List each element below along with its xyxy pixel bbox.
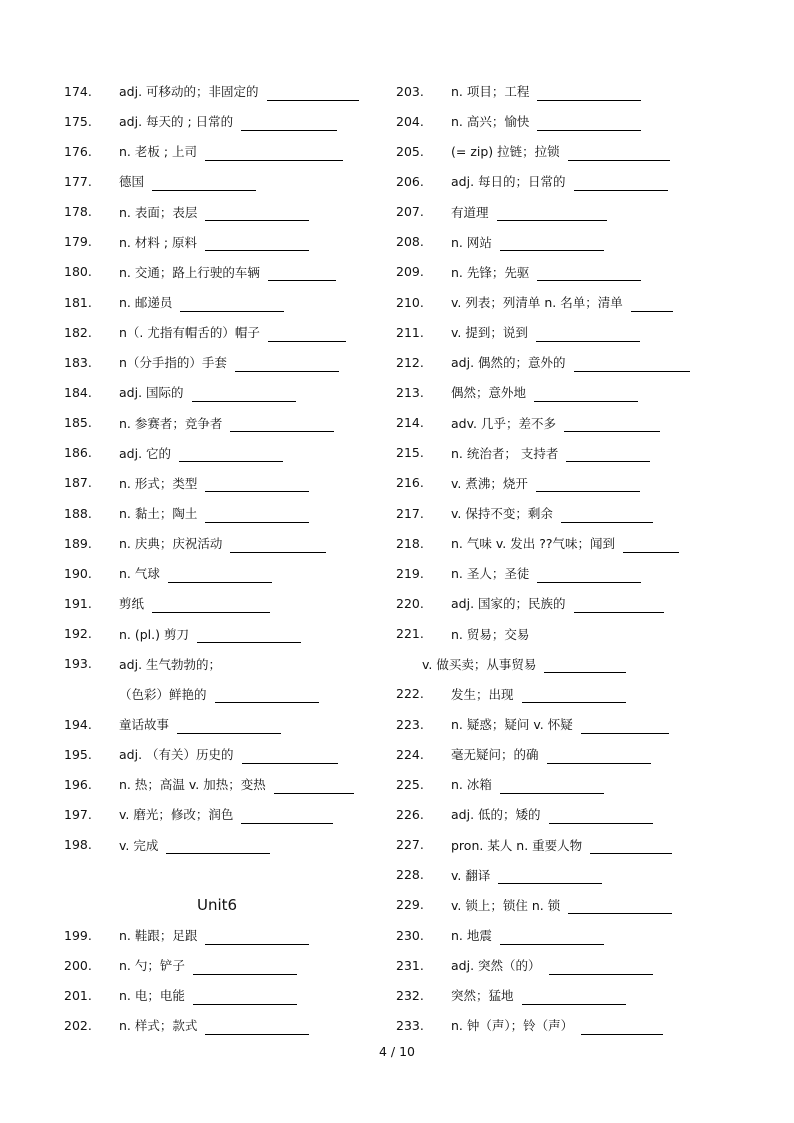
item-number: 221. — [396, 626, 424, 642]
item-definition: n. 邮递员 — [119, 295, 173, 311]
item-definition: n. 项目；工程 — [451, 84, 530, 100]
vocab-row — [396, 76, 706, 106]
unit-title: Unit6 — [197, 895, 238, 914]
answer-blank[interactable] — [537, 570, 641, 583]
item-definition: 有道理 — [451, 204, 489, 220]
item-number: 220. — [396, 595, 424, 611]
answer-blank[interactable] — [166, 841, 270, 854]
item-number: 196. — [64, 776, 92, 792]
item-number: 202. — [64, 1017, 92, 1033]
vocab-row — [64, 257, 374, 287]
vocab-row — [64, 528, 374, 558]
item-number: 197. — [64, 806, 92, 822]
answer-blank[interactable] — [544, 660, 626, 673]
item-number: 233. — [396, 1017, 424, 1033]
item-number: 195. — [64, 746, 92, 762]
answer-blank[interactable] — [274, 781, 354, 794]
vocab-row — [396, 468, 706, 498]
item-definition: n. 先锋；先驱 — [451, 264, 530, 280]
item-number: 192. — [64, 626, 92, 642]
answer-blank[interactable] — [179, 449, 283, 462]
item-number: 205. — [396, 143, 424, 159]
page-number: 4 / 10 — [378, 1044, 416, 1059]
item-definition: n（. 尤指有帽舌的）帽子 — [119, 325, 260, 341]
item-definition: adj. 生气勃勃的； — [119, 656, 222, 672]
item-definition: adj. 每日的；日常的 — [451, 174, 566, 190]
answer-blank[interactable] — [241, 811, 333, 824]
answer-blank[interactable] — [152, 178, 256, 191]
item-number: 216. — [396, 475, 424, 491]
item-number: 227. — [396, 837, 424, 853]
item-number: 176. — [64, 143, 92, 159]
item-number: 201. — [64, 987, 92, 1003]
item-definition: adj. 它的 — [119, 445, 172, 461]
item-definition: n. 鞋跟；足跟 — [119, 928, 198, 943]
answer-blank[interactable] — [242, 751, 338, 764]
item-definition: n. 形式；类型 — [119, 475, 198, 491]
answer-blank[interactable] — [568, 901, 672, 914]
vocab-row — [64, 287, 374, 317]
item-definition: 童话故事 — [119, 717, 170, 733]
vocab-row — [64, 468, 374, 498]
item-definition: n. 地震 — [451, 928, 492, 943]
vocab-row — [396, 739, 706, 769]
item-definition: n. 网站 — [451, 234, 492, 250]
item-definition: adj. 可移动的；非固定的 — [119, 84, 259, 100]
answer-blank[interactable] — [549, 962, 653, 975]
vocab-row — [64, 408, 374, 438]
answer-blank[interactable] — [536, 479, 640, 492]
item-number: 204. — [396, 113, 424, 129]
item-definition: v. 锁上；锁住 n. 锁 — [451, 897, 561, 913]
item-number: 178. — [64, 204, 92, 220]
answer-blank[interactable] — [581, 721, 669, 734]
item-definition: adj. （有关）历史的 — [119, 747, 234, 763]
answer-blank[interactable] — [152, 600, 270, 613]
vocab-row — [64, 769, 374, 799]
item-number: 226. — [396, 806, 424, 822]
item-number: 174. — [64, 83, 92, 99]
vocab-row — [396, 197, 706, 227]
item-number: 184. — [64, 384, 92, 400]
item-number: 200. — [64, 957, 92, 973]
item-number: 232. — [396, 987, 424, 1003]
item-definition: n. 气味 v. 发出 ??气味；闻到 — [451, 536, 615, 552]
item-number: 213. — [396, 384, 424, 400]
answer-blank[interactable] — [177, 721, 281, 734]
item-number: 175. — [64, 113, 92, 129]
item-definition: adj. 国家的；民族的 — [451, 596, 566, 612]
vocab-row — [64, 739, 374, 769]
answer-blank[interactable] — [267, 88, 359, 101]
vocab-row — [64, 830, 374, 860]
answer-blank[interactable] — [564, 419, 660, 432]
item-number: 228. — [396, 867, 424, 883]
item-number: 214. — [396, 415, 424, 431]
vocab-row — [396, 920, 706, 950]
item-definition: adv. 几乎；差不多 — [451, 415, 556, 431]
vocab-row — [64, 106, 374, 136]
item-number: 207. — [396, 204, 424, 220]
vocab-row — [64, 558, 374, 588]
item-definition: 发生；出现 — [451, 686, 514, 702]
vocab-row — [396, 649, 706, 679]
answer-blank[interactable] — [205, 208, 309, 221]
vocab-row — [64, 76, 374, 106]
vocab-row — [396, 287, 706, 317]
item-definition: n. 统治者； 支持者 — [451, 445, 559, 461]
answer-blank[interactable] — [180, 299, 284, 312]
item-number: 211. — [396, 324, 424, 340]
vocab-row — [64, 438, 374, 468]
item-definition: 毫无疑问；的确 — [451, 747, 539, 763]
answer-blank[interactable] — [522, 992, 626, 1005]
unit-heading — [64, 890, 374, 920]
answer-blank[interactable] — [197, 630, 301, 643]
vocab-row — [64, 860, 374, 890]
vocab-row — [396, 498, 706, 528]
item-number: 209. — [396, 264, 424, 280]
item-number: 230. — [396, 927, 424, 943]
answer-blank[interactable] — [205, 479, 309, 492]
item-definition: n. 庆典；庆祝活动 — [119, 536, 223, 552]
item-definition: （色彩）鲜艳的 — [119, 686, 207, 702]
answer-blank[interactable] — [549, 811, 653, 824]
item-definition: adj. 国际的 — [119, 385, 184, 401]
item-definition: n. 样式；款式 — [119, 1018, 198, 1034]
item-definition: n. 参赛者；竞争者 — [119, 415, 223, 431]
vocab-row — [396, 558, 706, 588]
vocab-row — [396, 408, 706, 438]
vocab-row — [64, 136, 374, 166]
answer-blank[interactable] — [193, 962, 297, 975]
vocab-row — [64, 317, 374, 347]
item-number: 186. — [64, 445, 92, 461]
answer-blank[interactable] — [574, 600, 664, 613]
item-definition: n（分手指的）手套 — [119, 355, 227, 371]
item-definition: v. 保持不变；剩余 — [451, 506, 553, 522]
item-number: 223. — [396, 716, 424, 732]
vocab-row — [396, 950, 706, 980]
answer-blank[interactable] — [205, 238, 309, 251]
item-number: 206. — [396, 173, 424, 189]
vocab-row — [396, 1010, 706, 1040]
answer-blank[interactable] — [230, 540, 326, 553]
vocab-row — [396, 347, 706, 377]
item-number: 177. — [64, 173, 92, 189]
item-number: 219. — [396, 565, 424, 581]
vocab-row — [396, 588, 706, 618]
vocab-row — [396, 317, 706, 347]
answer-blank[interactable] — [534, 389, 638, 402]
item-number: 181. — [64, 294, 92, 310]
vocab-row — [64, 950, 374, 980]
answer-blank[interactable] — [205, 148, 343, 161]
vocab-row — [64, 588, 374, 618]
vocab-row — [64, 920, 374, 950]
item-definition: n. 疑惑；疑问 v. 怀疑 — [451, 717, 573, 733]
item-definition: n. 勺；铲子 — [119, 958, 185, 974]
item-number: 215. — [396, 445, 424, 461]
answer-blank[interactable] — [215, 690, 319, 703]
answer-blank[interactable] — [500, 781, 604, 794]
vocab-row — [396, 257, 706, 287]
item-definition: n. 钟（声）；铃（声） — [451, 1018, 574, 1034]
item-definition: 德国 — [119, 174, 145, 190]
answer-blank[interactable] — [561, 510, 653, 523]
item-number: 231. — [396, 957, 424, 973]
vocab-row — [396, 799, 706, 829]
vocab-row — [64, 347, 374, 377]
answer-blank[interactable] — [574, 178, 668, 191]
item-number: 188. — [64, 505, 92, 521]
item-number: 218. — [396, 535, 424, 551]
answer-blank[interactable] — [268, 329, 346, 342]
item-number: 182. — [64, 324, 92, 340]
item-definition: n. 交通；路上行驶的车辆 — [119, 264, 260, 280]
vocab-row — [396, 106, 706, 136]
answer-blank[interactable] — [192, 389, 296, 402]
item-number: 183. — [64, 354, 92, 370]
answer-blank[interactable] — [581, 1022, 663, 1035]
item-number: 222. — [396, 686, 424, 702]
vocab-row — [396, 166, 706, 196]
item-definition: adj. 突然（的） — [451, 958, 541, 974]
answer-blank[interactable] — [168, 570, 272, 583]
vocab-row — [64, 377, 374, 407]
item-number: 180. — [64, 264, 92, 280]
answer-blank[interactable] — [205, 1022, 309, 1035]
item-definition: v. 列表；列清单 n. 名单；清单 — [451, 295, 623, 311]
item-number: 198. — [64, 837, 92, 853]
item-definition: n. (pl.) 剪刀 — [119, 626, 189, 642]
item-definition: adj. 每天的 ; 日常的 — [119, 114, 234, 130]
item-definition: v. 翻译 — [451, 867, 491, 883]
answer-blank[interactable] — [230, 419, 334, 432]
item-definition: n. 高兴；愉快 — [451, 114, 530, 130]
item-definition: n. 冰箱 — [451, 777, 492, 793]
vocab-row — [64, 649, 374, 679]
answer-blank[interactable] — [500, 932, 604, 945]
answer-blank[interactable] — [500, 238, 604, 251]
vocab-row — [64, 799, 374, 829]
answer-blank[interactable] — [568, 148, 670, 161]
item-number: 193. — [64, 656, 92, 672]
answer-blank[interactable] — [566, 449, 650, 462]
item-definition: n. 电；电能 — [119, 988, 185, 1004]
item-definition: v. 提到；说到 — [451, 325, 528, 341]
answer-blank[interactable] — [547, 751, 651, 764]
item-definition: n. 贸易；交易 — [451, 626, 530, 642]
item-definition: 剪纸 — [119, 596, 145, 612]
vocab-row — [64, 1010, 374, 1040]
answer-blank[interactable] — [205, 510, 309, 523]
item-number: 194. — [64, 716, 92, 732]
item-definition: 突然；猛地 — [451, 988, 514, 1004]
answer-blank[interactable] — [623, 540, 679, 553]
vocab-row — [396, 860, 706, 890]
item-number: 225. — [396, 776, 424, 792]
item-number: 187. — [64, 475, 92, 491]
answer-blank[interactable] — [205, 932, 309, 945]
vocab-row — [396, 709, 706, 739]
item-definition: n. 老板 ; 上司 — [119, 144, 198, 160]
item-number: 210. — [396, 294, 424, 310]
item-definition: v. 煮沸；烧开 — [451, 475, 528, 491]
item-definition: adj. 偶然的；意外的 — [451, 355, 566, 371]
vocab-row — [396, 890, 706, 920]
answer-blank[interactable] — [193, 992, 297, 1005]
vocab-row — [396, 679, 706, 709]
answer-blank[interactable] — [631, 299, 673, 312]
vocab-row — [396, 528, 706, 558]
answer-blank[interactable] — [522, 690, 626, 703]
item-definition: (= zip) 拉链；拉锁 — [451, 144, 560, 160]
vocab-row — [64, 197, 374, 227]
answer-blank[interactable] — [268, 268, 336, 281]
vocab-row — [64, 227, 374, 257]
answer-blank[interactable] — [537, 88, 641, 101]
vocab-row — [396, 830, 706, 860]
item-number: 189. — [64, 535, 92, 551]
item-number: 191. — [64, 595, 92, 611]
vocab-row — [64, 498, 374, 528]
item-definition: pron. 某人 n. 重要人物 — [451, 837, 583, 853]
item-definition: n. 气球 — [119, 566, 160, 582]
vocab-row — [396, 980, 706, 1010]
item-number: 199. — [64, 927, 92, 943]
vocab-row — [396, 136, 706, 166]
item-definition: n. 黏土；陶土 — [119, 506, 198, 522]
answer-blank[interactable] — [235, 359, 339, 372]
item-number: 179. — [64, 234, 92, 250]
vocab-row — [396, 619, 706, 649]
item-number: 224. — [396, 746, 424, 762]
item-number: 190. — [64, 565, 92, 581]
answer-blank[interactable] — [536, 329, 640, 342]
right-column — [396, 76, 706, 1041]
item-definition: n. 材料 ; 原料 — [119, 234, 198, 250]
answer-blank[interactable] — [497, 208, 607, 221]
item-number: 203. — [396, 83, 424, 99]
item-definition: n. 表面；表层 — [119, 204, 198, 220]
item-number: 217. — [396, 505, 424, 521]
item-definition: n. 热；高温 v. 加热；变热 — [119, 777, 266, 793]
answer-blank[interactable] — [241, 118, 337, 131]
answer-blank[interactable] — [537, 118, 641, 131]
item-number: 185. — [64, 415, 92, 431]
vocab-row — [64, 166, 374, 196]
item-number: 229. — [396, 897, 424, 913]
item-definition: n. 圣人；圣徒 — [451, 566, 530, 582]
item-number: 212. — [396, 354, 424, 370]
item-definition: v. 磨光；修改；润色 — [119, 807, 234, 823]
item-definition: v. 完成 — [119, 837, 159, 853]
vocab-row — [396, 377, 706, 407]
vocab-row — [396, 438, 706, 468]
vocab-row — [396, 227, 706, 257]
item-number: 208. — [396, 234, 424, 250]
item-definition: adj. 低的；矮的 — [451, 807, 541, 823]
answer-blank[interactable] — [590, 841, 672, 854]
item-definition: 偶然；意外地 — [451, 385, 527, 401]
vocab-row — [64, 619, 374, 649]
vocab-row — [396, 769, 706, 799]
vocab-row — [64, 709, 374, 739]
item-definition: v. 做买卖；从事贸易 — [422, 656, 537, 672]
vocab-row — [64, 980, 374, 1010]
answer-blank[interactable] — [574, 359, 690, 372]
answer-blank[interactable] — [537, 268, 641, 281]
left-column — [64, 76, 374, 1041]
answer-blank[interactable] — [498, 871, 602, 884]
vocab-row — [64, 679, 374, 709]
